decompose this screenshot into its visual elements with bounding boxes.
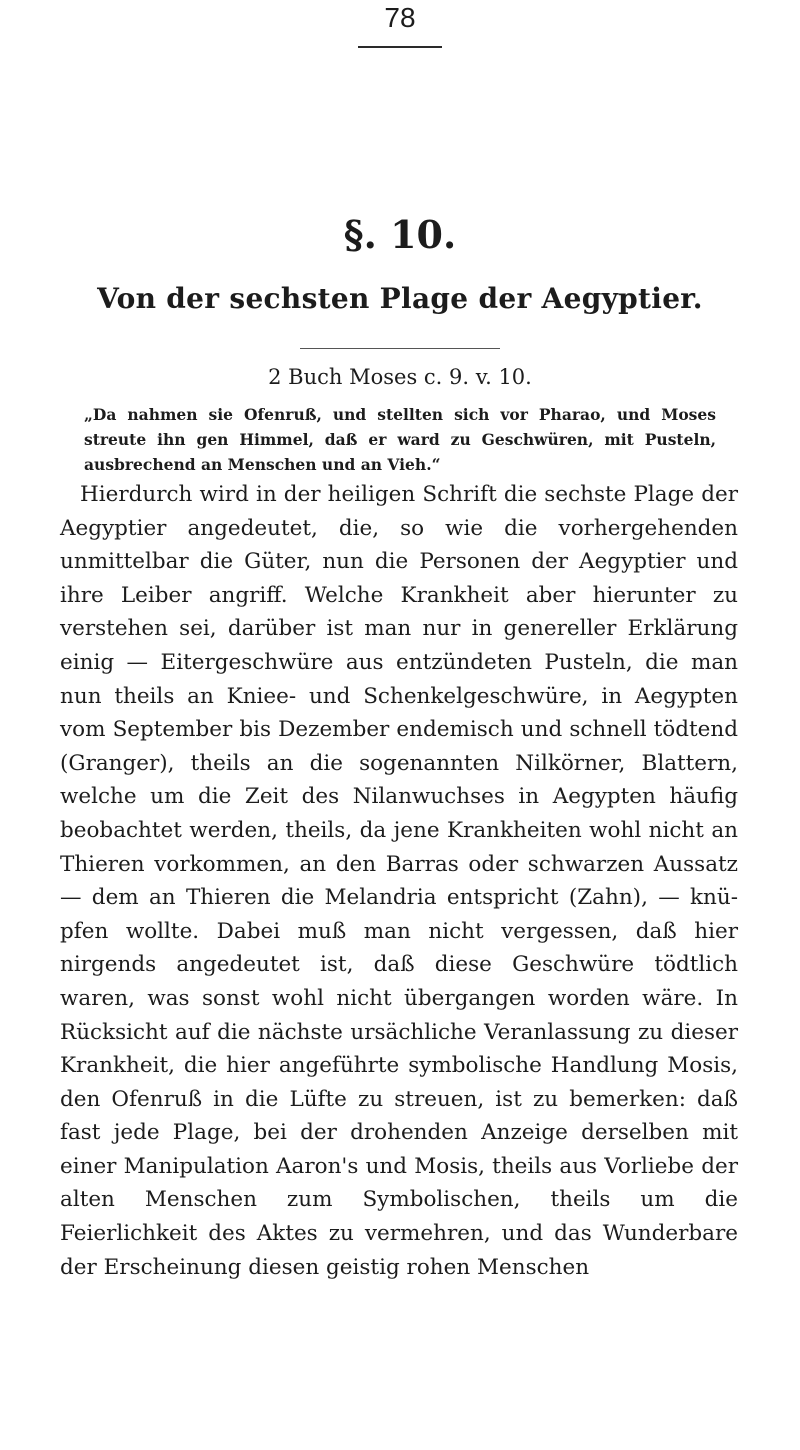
page-number: 78 bbox=[384, 2, 416, 33]
chapter-title: Von der sechsten Plage der Aegyptier. bbox=[97, 282, 703, 315]
scripture-quote: „Da nahmen sie Ofenruß, und stellten sich vor Pharao, und Moses streute ihn gen Himmel, daß er ward zu Geschwüren, mit Pusteln, ausbrechend an Menschen und an Vieh.“ bbox=[84, 405, 716, 474]
title-rule bbox=[300, 348, 500, 349]
section-number: §. 10. bbox=[343, 212, 457, 257]
header-rule bbox=[358, 46, 442, 48]
body-paragraph: Hierdurch wird in der heiligen Schrift die sechste Plage der Aegyptier angedeutet, die, so wie die vorhergehenden unmittelbar die Güter, nun die Personen der Aegyptier und ihre Leiber angriff. Welche Krankheit aber hierunter zu verstehen sei, darüber ist man nur in genereller Erklärung einig — Eitergeschwüre aus entzündeten Pusteln, die man nun theils an Kniee- und Schenkelgeschwüre, in Aegypten vom September bis Dezember endemisch und schnell tödtend (Granger), theils an die sogenannten Nilkörner, Blattern, welche um die Zeit des Nilanwuchses in Aegypten häufig beobachtet werden, theils, da jene Krankheiten wohl nicht an Thieren vorkommen, an den Barras oder schwarzen Aussatz — dem an Thieren die Melandria entspricht (Zahn), — knüpfen wollte. Dabei muß man nicht vergessen, daß hier nirgends angedeutet ist, daß diese Geschwüre tödtlich waren, was sonst wohl nicht übergangen worden wäre. In Rücksicht auf die nächste ursächliche Veranlassung zu dieser Krankheit, die hier angeführte symbolische Handlung Mosis, den Ofenruß in die Lüfte zu streuen, ist zu bemerken: daß fast jede Plage, bei der drohenden Anzeige derselben mit einer Manipulation Aaron's und Mosis, theils aus Vorliebe der alten Menschen zum Symbolischen, theils um die Feierlichkeit des Aktes zu vermehren, und das Wunderbare der Erscheinung diesen geistig rohen Menschen bbox=[60, 482, 738, 1280]
scripture-reference: 2 Buch Moses c. 9. v. 10. bbox=[268, 365, 532, 389]
